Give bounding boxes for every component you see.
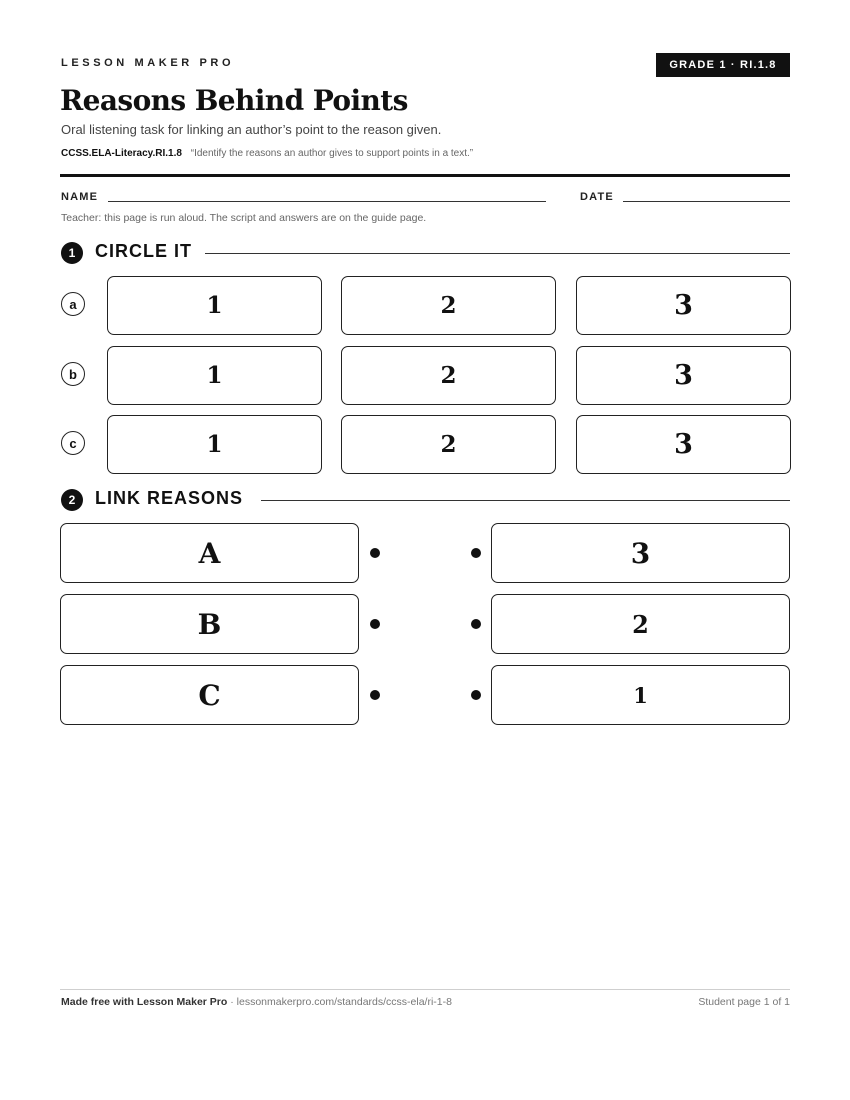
footer-credit (61, 996, 452, 1008)
link-right-dot-1[interactable] (471, 548, 481, 558)
link-left-dot-B[interactable] (370, 619, 380, 629)
link-right-item-2[interactable]: 2 (491, 594, 790, 654)
row-a-option-2[interactable]: 2 (341, 276, 556, 335)
link-left-B[interactable]: B (60, 594, 359, 654)
standard-code: CCSS.ELA-Literacy.RI.1.8 (61, 148, 182, 159)
name-field[interactable] (108, 201, 546, 202)
footer-made-with: Made free with Lesson Maker Pro (61, 996, 228, 1008)
link-left-A[interactable]: A (60, 523, 359, 583)
row-b-letter: b (61, 362, 85, 386)
date-label: DATE (580, 191, 614, 203)
link-right-item-1[interactable]: 3 (491, 523, 790, 583)
section-1-number: 1 (61, 242, 83, 264)
page-title: Reasons Behind Points (60, 84, 408, 117)
link-left-dot-C[interactable] (370, 690, 380, 700)
footer-divider (60, 989, 790, 990)
link-right-item-3[interactable]: 1 (491, 665, 790, 725)
link-right-dot-3[interactable] (471, 690, 481, 700)
row-b-option-2[interactable]: 2 (341, 346, 556, 405)
page-subtitle: Oral listening task for linking an author’s point to the reason given. (61, 122, 442, 137)
row-c-option-2[interactable]: 2 (341, 415, 556, 474)
standard-line (61, 148, 473, 159)
name-label: NAME (61, 191, 99, 203)
footer-page-number: Student page 1 of 1 (698, 996, 790, 1008)
standard-description: “Identify the reasons an author gives to support points in a text.” (190, 148, 474, 159)
row-a-letter: a (61, 292, 85, 316)
section-1-rule (205, 253, 790, 254)
row-c-letter: c (61, 431, 85, 455)
row-a-option-3[interactable]: 3 (576, 276, 791, 335)
header-divider (60, 174, 790, 177)
teacher-note: Teacher: this page is run aloud. The script and answers are on the guide page. (61, 212, 427, 224)
row-a-option-1[interactable]: 1 (107, 276, 322, 335)
footer-url[interactable]: · lessonmakerpro.com/standards/ccss-ela/ri-1-8 (227, 996, 452, 1008)
date-field[interactable] (623, 201, 790, 202)
section-2-rule (261, 500, 790, 501)
section-2-title: LINK REASONS (95, 488, 244, 508)
row-c-option-1[interactable]: 1 (107, 415, 322, 474)
link-left-C[interactable]: C (60, 665, 359, 725)
grade-badge: GRADE 1 · RI.1.8 (656, 53, 790, 77)
row-c-option-3[interactable]: 3 (576, 415, 791, 474)
section-2-number: 2 (61, 489, 83, 511)
row-b-option-3[interactable]: 3 (576, 346, 791, 405)
link-left-dot-A[interactable] (370, 548, 380, 558)
row-b-option-1[interactable]: 1 (107, 346, 322, 405)
section-1-title: CIRCLE IT (95, 241, 192, 261)
brand-name: LESSON MAKER PRO (61, 57, 235, 69)
link-right-dot-2[interactable] (471, 619, 481, 629)
